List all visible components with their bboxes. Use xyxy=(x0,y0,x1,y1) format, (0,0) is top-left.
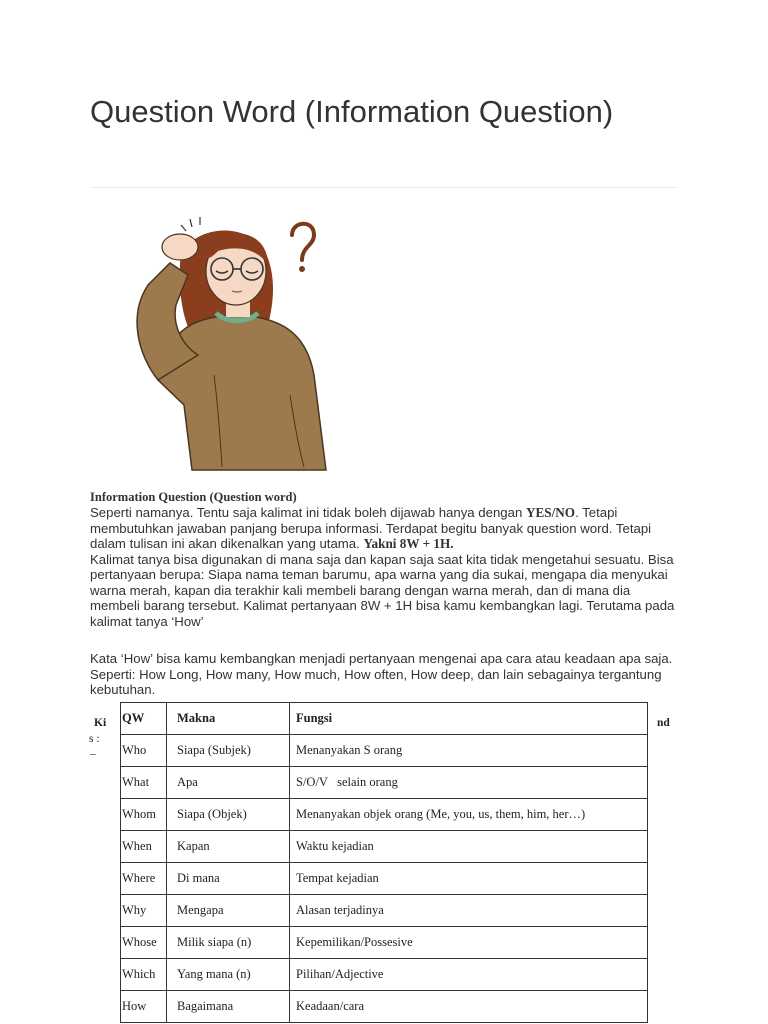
cell-qw: Who xyxy=(121,735,167,767)
side-fragment-left-3: – xyxy=(90,748,96,760)
cell-makna: Mengapa xyxy=(167,895,290,927)
table-row xyxy=(121,735,648,767)
side-fragment-left-1: Ki xyxy=(94,717,107,729)
cell-fungsi: Menanyakan objek orang (Me, you, us, them, him, her…) xyxy=(290,799,648,831)
cell-qw: Whom xyxy=(121,799,167,831)
side-fragment-right: nd xyxy=(657,717,670,729)
cell-qw: Why xyxy=(121,895,167,927)
page-title: Question Word (Information Question) xyxy=(90,94,614,129)
cell-makna: Bagaimana xyxy=(167,991,290,1023)
header-fungsi: Fungsi xyxy=(290,703,648,735)
cell-fungsi: S/O/V selain orang xyxy=(290,767,648,799)
cell-makna: Yang mana (n) xyxy=(167,959,290,991)
cell-makna: Siapa (Objek) xyxy=(167,799,290,831)
cell-fungsi: Menanyakan S orang xyxy=(290,735,648,767)
header-makna: Makna xyxy=(167,703,290,735)
cell-makna: Di mana xyxy=(167,863,290,895)
cell-fungsi: Kepemilikan/Possesive xyxy=(290,927,648,959)
question-word-table xyxy=(120,702,648,1023)
thinking-girl-illustration xyxy=(118,205,358,480)
paragraph-how: Kata ‘How’ bisa kamu kembangkan menjadi pertanyaan mengenai apa cara atau keadaan apa saja. Seperti: How Long, How many, How much, How often, How deep, dan lain sebagainya tergantung kebutuhan. xyxy=(90,651,673,697)
table-row xyxy=(121,863,648,895)
cell-qw: When xyxy=(121,831,167,863)
question-mark-icon xyxy=(292,224,314,272)
cell-fungsi: Keadaan/cara xyxy=(290,991,648,1023)
title-divider xyxy=(90,187,678,188)
header-qw: QW xyxy=(121,703,167,735)
cell-fungsi: Alasan terjadinya xyxy=(290,895,648,927)
table-row xyxy=(121,799,648,831)
cell-qw: Where xyxy=(121,863,167,895)
cell-fungsi: Tempat kejadian xyxy=(290,863,648,895)
table-header-row xyxy=(121,703,648,735)
table-row xyxy=(121,831,648,863)
table-row xyxy=(121,959,648,991)
cell-qw: Whose xyxy=(121,927,167,959)
cell-makna: Milik siapa (n) xyxy=(167,927,290,959)
cell-makna: Kapan xyxy=(167,831,290,863)
table-row xyxy=(121,767,648,799)
cell-qw: How xyxy=(121,991,167,1023)
table-row xyxy=(121,927,648,959)
table-row xyxy=(121,991,648,1023)
cell-makna: Siapa (Subjek) xyxy=(167,735,290,767)
cell-fungsi: Pilihan/Adjective xyxy=(290,959,648,991)
cell-fungsi: Waktu kejadian xyxy=(290,831,648,863)
table-row xyxy=(121,895,648,927)
cell-makna: Apa xyxy=(167,767,290,799)
side-fragment-left-2: s : xyxy=(89,733,100,745)
cell-qw: What xyxy=(121,767,167,799)
section-heading: Information Question (Question word) xyxy=(90,490,297,504)
cell-qw: Which xyxy=(121,959,167,991)
paragraph-usage: Kalimat tanya bisa digunakan di mana saja dan kapan saja saat kita tidak mengetahui sesuatu. Bisa pertanyaan berupa: Siapa nama teman barumu, apa warna yang dia sukai, mengapa dia menyukai warna merah, kapan dia terakhir kali membeli barang dengan warna merah, dan di mana dia membeli barang tersebut. Kalimat pertanyaan 8W + 1H bisa kamu kembangkan lagi. Terutama pada kalimat tanya ‘How’ xyxy=(90,551,675,629)
paragraph-intro: Seperti namanya. Tentu saja kalimat ini tidak boleh dijawab hanya dengan YES/NO. Tetapi membutuhkan jawaban panjang berupa informasi. Terdapat begitu banyak question word. Tetapi dalam tulisan ini akan dikenalkan yang utama. Yakni 8W + 1H. Kalimat tanya bisa digunakan di mana saja dan kapan saja saat kita tidak mengetahui sesuatu. Bisa pertanyaan berupa: Siapa nama teman barumu, apa warna yang dia sukai, mengapa dia menyukai warna merah, kapan dia terakhir kali membeli barang dengan warna merah, dan di mana dia membeli barang tersebut. Kalimat pertanyaan 8W + 1H bisa kamu kembangkan lagi. Terutama pada kalimat tanya ‘How’ xyxy=(90,505,675,629)
